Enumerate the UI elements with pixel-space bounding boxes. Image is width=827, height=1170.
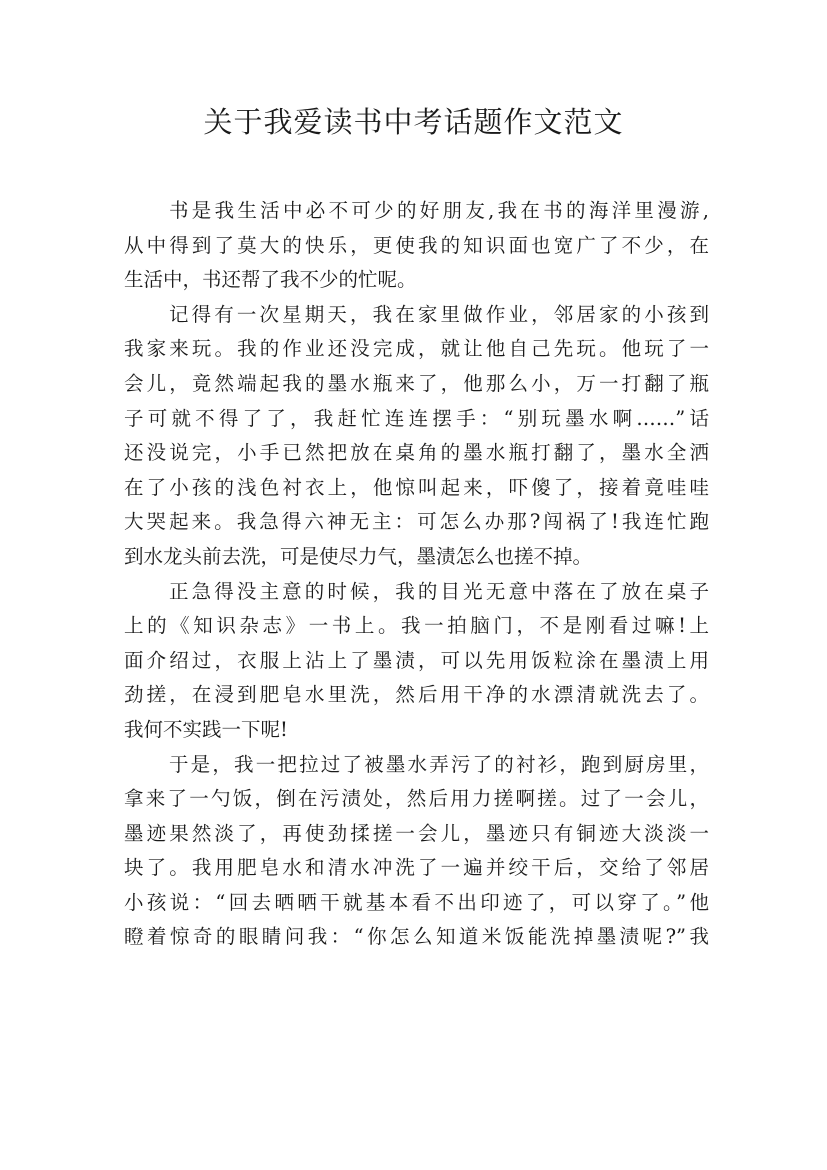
text-line: 书是我生活中必不可少的好朋友,我在书的海洋里漫游,	[169, 199, 709, 222]
text-line: 面介绍过，衣服上沾上了墨渍，可以先用饭粒涂在墨渍上用	[124, 648, 709, 672]
text-line: 记得有一次星期天，我在家里做作业，邻居家的小孩到	[169, 302, 709, 326]
document-body	[124, 194, 709, 955]
text-line: 生活中，书还帮了我不少的忙呢。	[124, 268, 417, 292]
paragraph-2	[124, 298, 709, 575]
text-line: 我家来玩。我的作业还没完成，就让他自己先玩。他玩了一	[124, 337, 709, 361]
text-line: 块了。我用肥皂水和清水冲洗了一遍并绞干后，交给了邻居	[124, 856, 709, 880]
text-line: 正急得没主意的时候，我的目光无意中落在了放在桌子	[169, 579, 709, 603]
text-line: 还没说完，小手已然把放在桌角的墨水瓶打翻了，墨水全洒	[124, 441, 709, 465]
text-line: 拿来了一勺饭，倒在污渍处，然后用力搓啊搓。过了一会儿，	[124, 787, 709, 811]
text-line: 大哭起来。我急得六神无主：可怎么办那?闯祸了!我连忙跑	[124, 510, 709, 534]
paragraph-3	[124, 575, 709, 748]
paragraph-1	[124, 194, 709, 298]
text-line: 小孩说：“回去晒晒干就基本看不出印迹了，可以穿了。”他	[124, 890, 709, 914]
text-line: 从中得到了莫大的快乐，更使我的知识面也宽广了不少，在	[124, 233, 709, 257]
text-line: 我何不实践一下呢!	[124, 717, 288, 741]
text-line: 劲搓，在浸到肥皂水里洗，然后用干净的水漂清就洗去了。	[124, 683, 709, 707]
text-line: 子可就不得了了，我赶忙连连摆手：“别玩墨水啊……”话	[124, 406, 709, 430]
text-line: 瞪着惊奇的眼睛问我：“你怎么知道米饭能洗掉墨渍呢?”我	[124, 925, 709, 949]
paragraph-4	[124, 748, 709, 956]
document-title: 关于我爱读书中考话题作文范文	[203, 105, 624, 139]
text-line: 会儿，竟然端起我的墨水瓶来了，他那么小，万一打翻了瓶	[124, 371, 709, 395]
text-line: 于是，我一把拉过了被墨水弄污了的衬衫，跑到厨房里，	[169, 752, 709, 776]
text-line: 墨迹果然淡了，再使劲揉搓一会儿，墨迹只有铜迹大淡淡一	[124, 821, 709, 845]
text-line: 上的《知识杂志》一书上。我一拍脑门，不是刚看过嘛!上	[124, 614, 709, 638]
text-line: 到水龙头前去洗，可是使尽力气，墨渍怎么也搓不掉。	[124, 544, 593, 568]
text-line: 在了小孩的浅色衬衣上，他惊叫起来，吓傻了，接着竟哇哇	[124, 475, 709, 499]
